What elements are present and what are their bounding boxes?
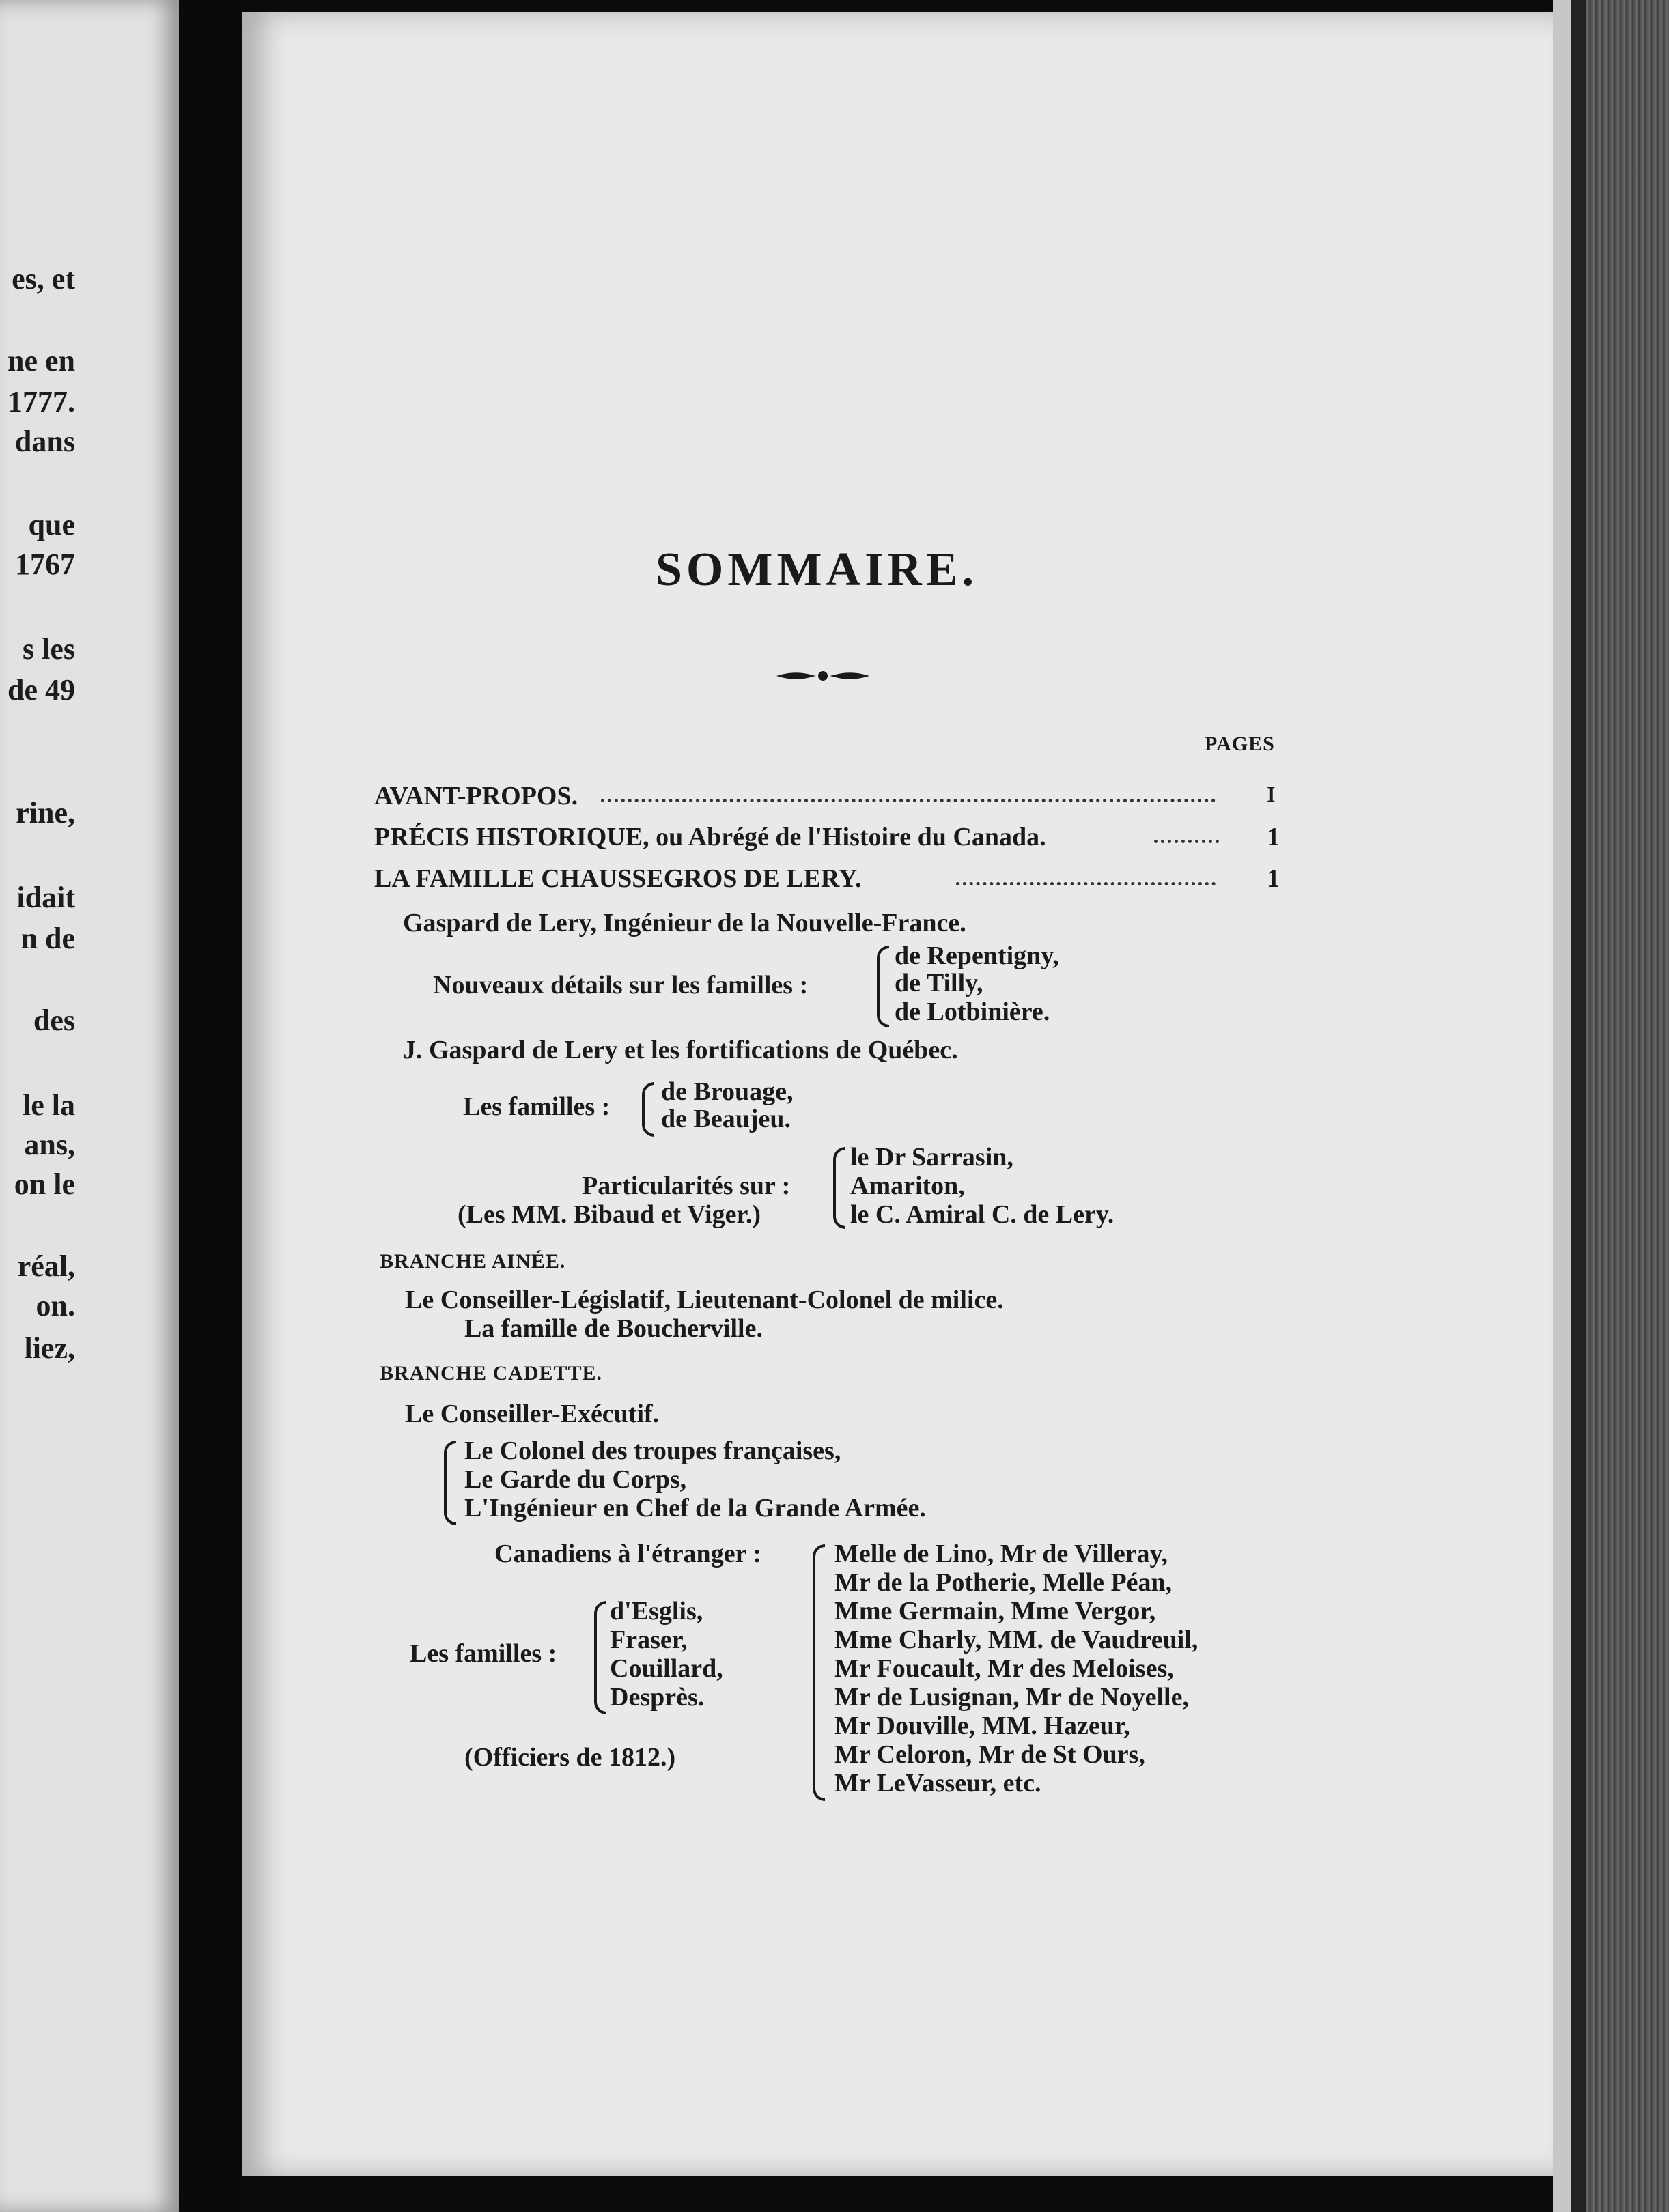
leader-dots	[1154, 840, 1219, 843]
family-item: de Repentigny,	[895, 941, 1059, 970]
brace	[594, 1601, 606, 1714]
left-line: ne en	[8, 344, 75, 378]
family-item: d'Esglis,	[610, 1597, 703, 1626]
left-line: dans	[14, 425, 75, 458]
branche-cadette-heading: BRANCHE CADETTE.	[380, 1362, 603, 1385]
familles2-label: Les familles :	[410, 1639, 557, 1668]
left-line: des	[33, 1004, 75, 1037]
familles-label: Les familles :	[463, 1092, 611, 1121]
person-item: Mr Celoron, Mr de St Ours,	[834, 1740, 1145, 1769]
left-line: es, et	[12, 262, 75, 296]
left-line: on le	[14, 1167, 75, 1201]
person-item: Mme Charly, MM. de Vaudreuil,	[834, 1626, 1198, 1654]
person-item: Mme Germain, Mme Vergor,	[834, 1597, 1156, 1626]
left-line: 1777.	[8, 385, 75, 419]
left-line: 1767	[15, 548, 75, 581]
brace	[813, 1544, 825, 1801]
left-line: le la	[23, 1088, 75, 1122]
page-title: SOMMAIRE.	[656, 543, 979, 596]
brace	[877, 946, 889, 1027]
family-item: Fraser,	[610, 1626, 688, 1654]
person-item: Mr Douville, MM. Hazeur,	[834, 1712, 1130, 1740]
nouveaux-label: Nouveaux détails sur les familles :	[433, 971, 809, 999]
left-line: ans,	[24, 1128, 75, 1161]
pages-column-header: PAGES	[1205, 733, 1275, 755]
cadette-item: Le Colonel des troupes françaises,	[464, 1436, 841, 1465]
particularites-note: (Les MM. Bibaud et Viger.)	[458, 1200, 761, 1229]
left-line: de 49	[8, 673, 75, 707]
left-line: liez,	[24, 1331, 75, 1365]
brace	[833, 1147, 845, 1229]
left-line: s les	[23, 632, 75, 666]
left-line: que	[28, 508, 75, 541]
brace	[642, 1082, 654, 1137]
person-item: Mr de la Potherie, Melle Péan,	[834, 1568, 1173, 1597]
section-gaspard: Gaspard de Lery, Ingénieur de la Nouvelle-France.	[403, 909, 966, 937]
book-fore-edge	[1586, 0, 1669, 2212]
toc-page-number: 1	[1267, 823, 1280, 851]
ornament-divider	[775, 666, 871, 686]
left-line: réal,	[17, 1249, 75, 1283]
branche-ainee-line: La famille de Boucherville.	[464, 1314, 763, 1343]
brace	[444, 1441, 456, 1525]
toc-page-number: I	[1267, 782, 1276, 806]
family-item: de Beaujeu.	[661, 1105, 791, 1133]
cadette-item: Le Garde du Corps,	[464, 1465, 687, 1494]
left-line: rine,	[16, 796, 75, 830]
family-item: le Dr Sarrasin,	[850, 1143, 1013, 1172]
person-item: Mr Foucault, Mr des Meloises,	[834, 1654, 1174, 1683]
family-item: Desprès.	[610, 1683, 705, 1712]
particularites-label: Particularités sur :	[582, 1172, 791, 1200]
main-page	[242, 12, 1553, 2176]
canadiens-label: Canadiens à l'étranger :	[494, 1540, 761, 1568]
family-item: Amariton,	[850, 1172, 965, 1200]
gutter	[179, 0, 242, 2212]
branche-ainee-line: Le Conseiller-Législatif, Lieutenant-Colonel de milice.	[405, 1286, 1004, 1314]
family-item: de Lotbinière.	[895, 997, 1050, 1026]
page-edge-shadow	[1571, 0, 1586, 2212]
person-item: Mr de Lusignan, Mr de Noyelle,	[834, 1683, 1189, 1712]
toc-entry-famille: LA FAMILLE CHAUSSEGROS DE LERY.	[374, 864, 862, 893]
left-line: n de	[20, 922, 75, 955]
person-item: Melle de Lino, Mr de Villeray,	[834, 1540, 1168, 1568]
left-line: idait	[16, 881, 75, 914]
toc-entry-avant-propos: AVANT-PROPOS.	[374, 782, 578, 810]
branche-cadette-line: Le Conseiller-Exécutif.	[405, 1400, 660, 1428]
family-item: de Tilly,	[895, 969, 983, 997]
family-item: le C. Amiral C. de Lery.	[850, 1200, 1114, 1229]
cadette-item: L'Ingénieur en Chef de la Grande Armée.	[464, 1494, 926, 1522]
leader-dots	[956, 882, 1216, 885]
leader-dots	[601, 799, 1216, 802]
person-item: Mr LeVasseur, etc.	[834, 1769, 1041, 1798]
family-item: Couillard,	[610, 1654, 723, 1683]
branche-ainee-heading: BRANCHE AINÉE.	[380, 1250, 566, 1273]
officiers-note: (Officiers de 1812.)	[464, 1743, 676, 1772]
toc-page-number: 1	[1267, 864, 1280, 893]
left-line: on.	[36, 1289, 75, 1322]
toc-entry-precis: PRÉCIS HISTORIQUE, ou Abrégé de l'Histoire du Canada.	[374, 823, 1046, 851]
family-item: de Brouage,	[661, 1077, 794, 1106]
page-edge	[1553, 0, 1571, 2212]
section-j-gaspard: J. Gaspard de Lery et les fortifications de Québec.	[403, 1036, 958, 1064]
previous-page-fragment	[0, 0, 179, 2212]
